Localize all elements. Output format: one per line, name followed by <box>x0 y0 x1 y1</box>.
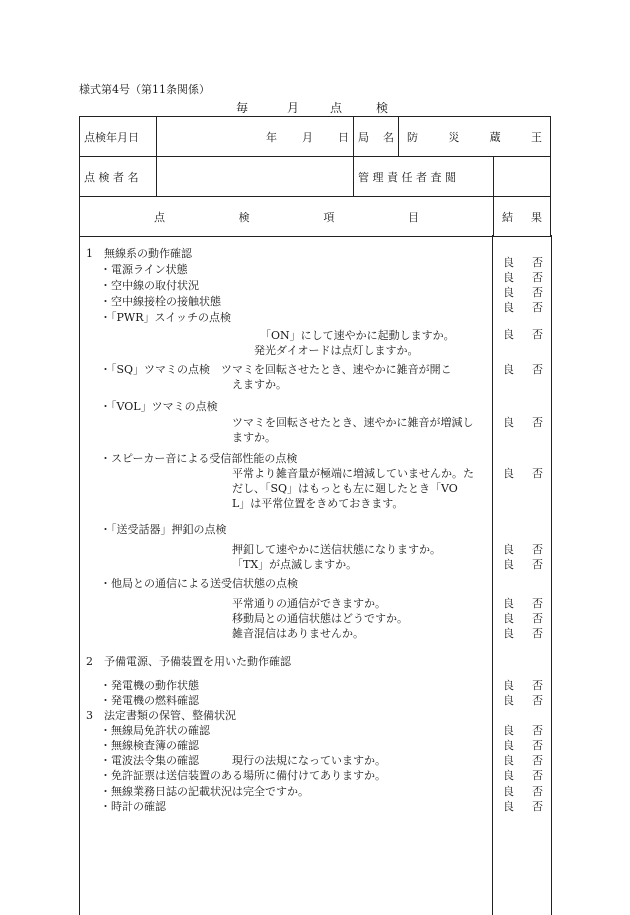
title-char: 点 <box>330 101 343 115</box>
station-label-char: 局 <box>358 130 369 144</box>
station-value-char: 王 <box>530 130 542 144</box>
result-choice[interactable] <box>503 596 543 611</box>
result-choice[interactable] <box>503 626 543 641</box>
header-table <box>79 116 551 237</box>
manager-field[interactable] <box>494 157 551 197</box>
inspection-item-line: ・無線業務日誌の記載状況は完全ですか。 <box>100 785 309 798</box>
result-choice[interactable] <box>503 300 543 315</box>
inspection-item-line: L」は平常位置をきめておきます。 <box>232 497 404 510</box>
result-good[interactable]: 良 <box>503 467 514 480</box>
result-header-char: 果 <box>531 210 542 224</box>
inspection-item-line: ・「送受話器」押釦の点検 <box>100 523 227 536</box>
station-label-char: 名 <box>383 130 394 144</box>
inspection-item-line: ・「PWR」スイッチの点検 <box>100 311 232 324</box>
station-value-char: 防 <box>407 130 418 144</box>
result-choice[interactable] <box>503 784 543 799</box>
station-label <box>354 117 399 157</box>
result-bad[interactable]: 否 <box>532 416 543 429</box>
inspection-item-line: 雑音混信はありませんか。 <box>232 627 364 640</box>
items-header-char: 点 <box>154 210 165 224</box>
result-bad[interactable]: 否 <box>532 679 543 692</box>
year-unit: 年 <box>266 130 277 144</box>
result-bad[interactable]: 否 <box>532 256 543 269</box>
inspection-item-line: えますか。 <box>232 378 287 391</box>
result-good[interactable]: 良 <box>503 612 514 625</box>
form-number: 様式第4号（第11条関係） <box>79 83 210 96</box>
result-choice[interactable] <box>503 611 543 626</box>
inspector-field[interactable] <box>157 157 354 197</box>
result-bad[interactable]: 否 <box>532 271 543 284</box>
result-choice[interactable] <box>503 270 543 285</box>
result-bad[interactable]: 否 <box>532 558 543 571</box>
result-choice[interactable] <box>503 768 543 783</box>
result-good[interactable]: 良 <box>503 800 514 813</box>
result-good[interactable]: 良 <box>503 785 514 798</box>
result-choice[interactable] <box>503 723 543 738</box>
inspection-item-line: 平常通りの通信ができますか。 <box>232 597 386 610</box>
result-choice[interactable] <box>503 738 543 753</box>
items-header-char: 目 <box>407 210 419 224</box>
result-header <box>494 197 551 237</box>
inspector-label: 点 検 者 名 <box>80 157 157 197</box>
inspection-item-line: 2 予備電源、予備装置を用いた動作確認 <box>86 655 291 668</box>
inspection-item-line: ・免許証票は送信装置のある場所に備付けてありますか。 <box>100 769 386 782</box>
inspection-item-line: ・発電機の燃料確認 <box>100 694 199 707</box>
result-choice[interactable] <box>503 542 543 557</box>
inspection-item-line: ・電波法令集の確認 現行の法規になっていますか。 <box>100 754 386 767</box>
result-choice[interactable] <box>503 557 543 572</box>
inspection-item-line: だし、「SQ」はもっとも左に廻したとき「VO <box>232 482 458 495</box>
inspection-item-line: 発光ダイオードは点灯しますか。 <box>254 344 419 357</box>
result-choice[interactable] <box>503 285 543 300</box>
inspection-item-line: ・時計の確認 <box>100 800 166 813</box>
result-choice[interactable] <box>503 362 543 377</box>
items-header-char: 検 <box>238 210 250 224</box>
inspection-item-line: 「ON」にして速やかに起動しますか。 <box>260 329 455 342</box>
result-good[interactable]: 良 <box>503 694 514 707</box>
result-good[interactable]: 良 <box>503 416 514 429</box>
result-choice[interactable] <box>503 255 543 270</box>
result-good[interactable]: 良 <box>503 627 514 640</box>
inspection-item-line: ツマミを回転させたとき、速やかに雑音が増減し <box>232 416 474 429</box>
station-value-char: 蔵 <box>489 130 501 144</box>
result-bad[interactable]: 否 <box>532 627 543 640</box>
result-choice[interactable] <box>503 466 543 481</box>
inspection-item-line: 「TX」が点滅しますか。 <box>232 558 358 571</box>
month-unit: 月 <box>302 130 313 144</box>
result-good[interactable]: 良 <box>503 256 514 269</box>
items-header <box>80 197 494 237</box>
result-good[interactable]: 良 <box>503 543 514 556</box>
inspection-item-line: 1 無線系の動作確認 <box>86 247 192 260</box>
result-good[interactable]: 良 <box>503 301 514 314</box>
inspection-item-line: ・無線局免許状の確認 <box>100 724 210 737</box>
inspection-item-line: 3 法定書類の保管、整備状況 <box>86 709 236 722</box>
inspection-item-line: ・無線検査簿の確認 <box>100 739 199 752</box>
result-bad[interactable]: 否 <box>532 301 543 314</box>
result-choice[interactable] <box>503 327 543 342</box>
result-good[interactable]: 良 <box>503 328 514 341</box>
manager-label: 管 理 責 任 者 査 閲 <box>354 157 494 197</box>
result-good[interactable]: 良 <box>503 679 514 692</box>
result-good[interactable]: 良 <box>503 754 514 767</box>
inspection-item-line: ・空中線の取付状況 <box>100 279 199 292</box>
result-good[interactable]: 良 <box>503 286 514 299</box>
result-choice[interactable] <box>503 693 543 708</box>
inspection-item-line: 押釦して速やかに送信状態になりますか。 <box>232 543 441 556</box>
title-char: 検 <box>376 101 389 115</box>
day-unit: 日 <box>338 130 349 144</box>
result-bad[interactable]: 否 <box>532 800 543 813</box>
result-bad[interactable]: 否 <box>532 739 543 752</box>
inspection-item-line: ・電源ライン状態 <box>100 263 188 276</box>
date-field[interactable] <box>157 117 354 157</box>
result-bad[interactable]: 否 <box>532 543 543 556</box>
date-label: 点検年月日 <box>80 117 157 157</box>
result-good[interactable]: 良 <box>503 769 514 782</box>
result-bad[interactable]: 否 <box>532 467 543 480</box>
result-good[interactable]: 良 <box>503 739 514 752</box>
inspection-item-line: 移動局との通信状態はどうですか。 <box>232 612 408 625</box>
result-choice[interactable] <box>503 753 543 768</box>
station-value <box>399 117 551 157</box>
result-good[interactable]: 良 <box>503 558 514 571</box>
result-bad[interactable]: 否 <box>532 612 543 625</box>
inspection-item-line: ・「VOL」ツマミの点検 <box>100 400 218 413</box>
result-bad[interactable]: 否 <box>532 724 543 737</box>
result-column-divider <box>492 235 493 915</box>
station-value-char: 災 <box>448 130 460 144</box>
inspection-item-line: ・他局との通信による送受信状態の点検 <box>100 577 298 590</box>
result-bad[interactable]: 否 <box>532 286 543 299</box>
inspection-item-line: ますか。 <box>232 431 276 444</box>
result-good[interactable]: 良 <box>503 363 514 376</box>
result-good[interactable]: 良 <box>503 271 514 284</box>
title-char: 毎 <box>236 101 249 115</box>
items-header-char: 項 <box>323 210 335 224</box>
result-bad[interactable]: 否 <box>532 597 543 610</box>
result-bad[interactable]: 否 <box>532 754 543 767</box>
inspection-item-line: ・空中線接栓の接触状態 <box>100 295 221 308</box>
result-bad[interactable]: 否 <box>532 785 543 798</box>
result-choice[interactable] <box>503 799 543 814</box>
inspection-item-line: ・「SQ」ツマミの点検 ツマミを回転させたとき、速やかに雑音が開こ <box>100 363 452 376</box>
result-header-char: 結 <box>502 210 513 224</box>
result-choice[interactable] <box>503 678 543 693</box>
result-bad[interactable]: 否 <box>532 363 543 376</box>
result-bad[interactable]: 否 <box>532 694 543 707</box>
inspection-item-line: ・発電機の動作状態 <box>100 679 199 692</box>
result-good[interactable]: 良 <box>503 597 514 610</box>
result-bad[interactable]: 否 <box>532 769 543 782</box>
inspection-item-line: 平常より雑音量が極端に増減していませんか。た <box>232 467 474 480</box>
result-choice[interactable] <box>503 415 543 430</box>
result-good[interactable]: 良 <box>503 724 514 737</box>
inspection-item-line: ・スピーカー音による受信部性能の点検 <box>100 452 298 465</box>
inspection-items-body <box>79 235 552 915</box>
result-bad[interactable]: 否 <box>532 328 543 341</box>
title-char: 月 <box>287 101 300 115</box>
